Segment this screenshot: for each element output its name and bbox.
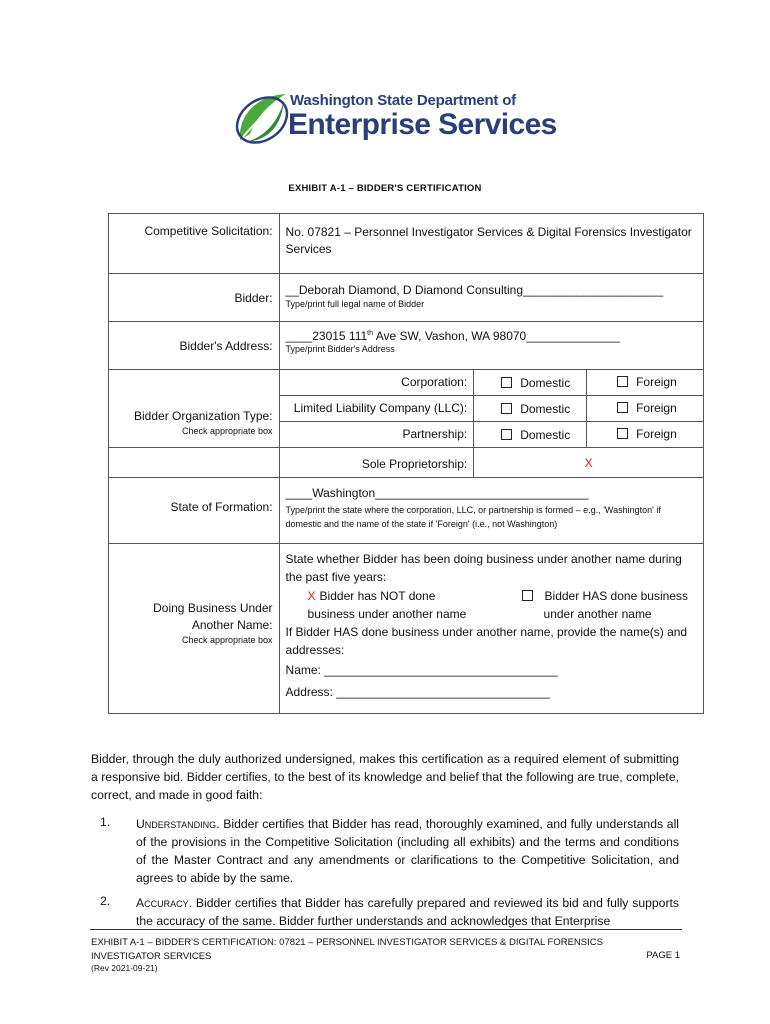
dba-options <box>286 587 703 623</box>
sole-proprietorship-checkbox[interactable]: X <box>474 448 704 478</box>
address-label: Bidder's Address: <box>109 322 280 370</box>
page-number: PAGE 1 <box>646 950 680 961</box>
logo-line-1: Washington State Department of <box>290 92 516 109</box>
bidder-label: Bidder: <box>109 274 280 322</box>
org-row-corporation: Corporation: <box>279 370 474 396</box>
state-formation-label: State of Formation: <box>109 478 280 544</box>
solicitation-value: No. 07821 – Personnel Investigator Services & Digital Forensics Investigator Services <box>279 214 703 274</box>
state-formation-value: ____Washington________________________________ <box>285 486 589 500</box>
llc-domestic-checkbox[interactable]: Domestic <box>474 396 587 422</box>
dba-address-field[interactable]: Address: ________________________________ <box>285 685 550 699</box>
corporation-foreign-checkbox[interactable]: Foreign <box>587 370 704 396</box>
footer-text: EXHIBIT A-1 – BIDDER'S CERTIFICATION: 07821 – PERSONNEL INVESTIGATOR SERVICES & DIGITAL FORENSICS INVESTIGATOR SERVICES <box>91 937 603 962</box>
item-2-number: 2. <box>100 894 111 908</box>
org-row-llc: Limited Liability Company (LLC): <box>279 396 474 422</box>
corporation-domestic-checkbox[interactable]: Domestic <box>474 370 587 396</box>
revision-date: (Rev 2021-09-21) <box>91 963 158 973</box>
certification-form <box>108 213 704 714</box>
agency-logo <box>232 88 557 152</box>
footer-divider <box>90 929 682 930</box>
dba-question: State whether Bidder has been doing business under another name during the past five years: <box>285 552 682 584</box>
address-field[interactable] <box>279 322 703 370</box>
dba-not-done-option[interactable]: X Bidder has NOT done business under another name <box>307 589 467 621</box>
dba-label: Doing Business Under Another Name: Check appropriate box <box>109 544 280 714</box>
address-hint: Type/print Bidder's Address <box>285 344 395 354</box>
partnership-foreign-checkbox[interactable]: Foreign <box>587 422 704 448</box>
document-title: EXHIBIT A-1 – BIDDER'S CERTIFICATION <box>288 183 482 194</box>
bidder-field[interactable] <box>279 274 703 322</box>
leaf-logo-icon <box>232 90 292 148</box>
org-type-label: Bidder Organization Type: Check appropriate box <box>109 370 280 448</box>
org-row-sole-proprietorship: Sole Proprietorship: <box>279 448 474 478</box>
org-spacer <box>109 448 280 478</box>
partnership-domestic-checkbox[interactable]: Domestic <box>474 422 587 448</box>
dba-instructions: If Bidder HAS done business under another name, provide the name(s) and addresses: <box>285 625 688 657</box>
dba-hint: Check appropriate box <box>181 635 273 645</box>
item-1-understanding: Understanding. Bidder certifies that Bidder has read, thoroughly examined, and fully understands all of the provisions in the Competitive Solicitation (including all exhibits) and the terms and conditions of the Master Contract and any amendments or clarifications to the Competitive Solicitation, and agrees to abide by the same. <box>136 817 679 885</box>
item-2-accuracy: Accuracy. Bidder certifies that Bidder has carefully prepared and reviewed its bid and fully supports the accuracy of the same. Bidder further understands and acknowledges that Enterprise <box>136 896 679 928</box>
bidder-hint: Type/print full legal name of Bidder <box>285 299 425 309</box>
llc-foreign-checkbox[interactable]: Foreign <box>587 396 704 422</box>
address-value: ____23015 111th Ave SW, Vashon, WA 98070______________ <box>285 329 620 343</box>
dba-section <box>279 544 703 714</box>
state-formation-hint: Type/print the state where the corporation, LLC, or partnership is formed – e.g., 'Washington' if domestic and the name of the state if 'Foreign' (i.e., not Washington) <box>285 505 661 529</box>
logo-line-2: Enterprise Services <box>288 108 557 141</box>
intro-paragraph: Bidder, through the duly authorized undersigned, makes this certification as a required element of submitting a responsive bid. Bidder certifies, to the best of its knowledge and belief that the following are true, complete, correct, and made in good faith: <box>91 752 679 802</box>
org-type-hint: Check appropriate box <box>181 426 273 436</box>
bidder-value: __Deborah Diamond, D Diamond Consulting_____________________ <box>285 283 664 297</box>
org-row-partnership: Partnership: <box>279 422 474 448</box>
dba-name-field[interactable]: Name: ___________________________________ <box>285 663 558 677</box>
dba-has-done-option[interactable]: Bidder HAS done business under another name <box>520 587 688 623</box>
solicitation-label: Competitive Solicitation: <box>109 214 280 274</box>
dba-not-done-mark: X <box>307 589 316 603</box>
item-1-number: 1. <box>100 815 111 829</box>
state-formation-field[interactable] <box>279 478 703 544</box>
